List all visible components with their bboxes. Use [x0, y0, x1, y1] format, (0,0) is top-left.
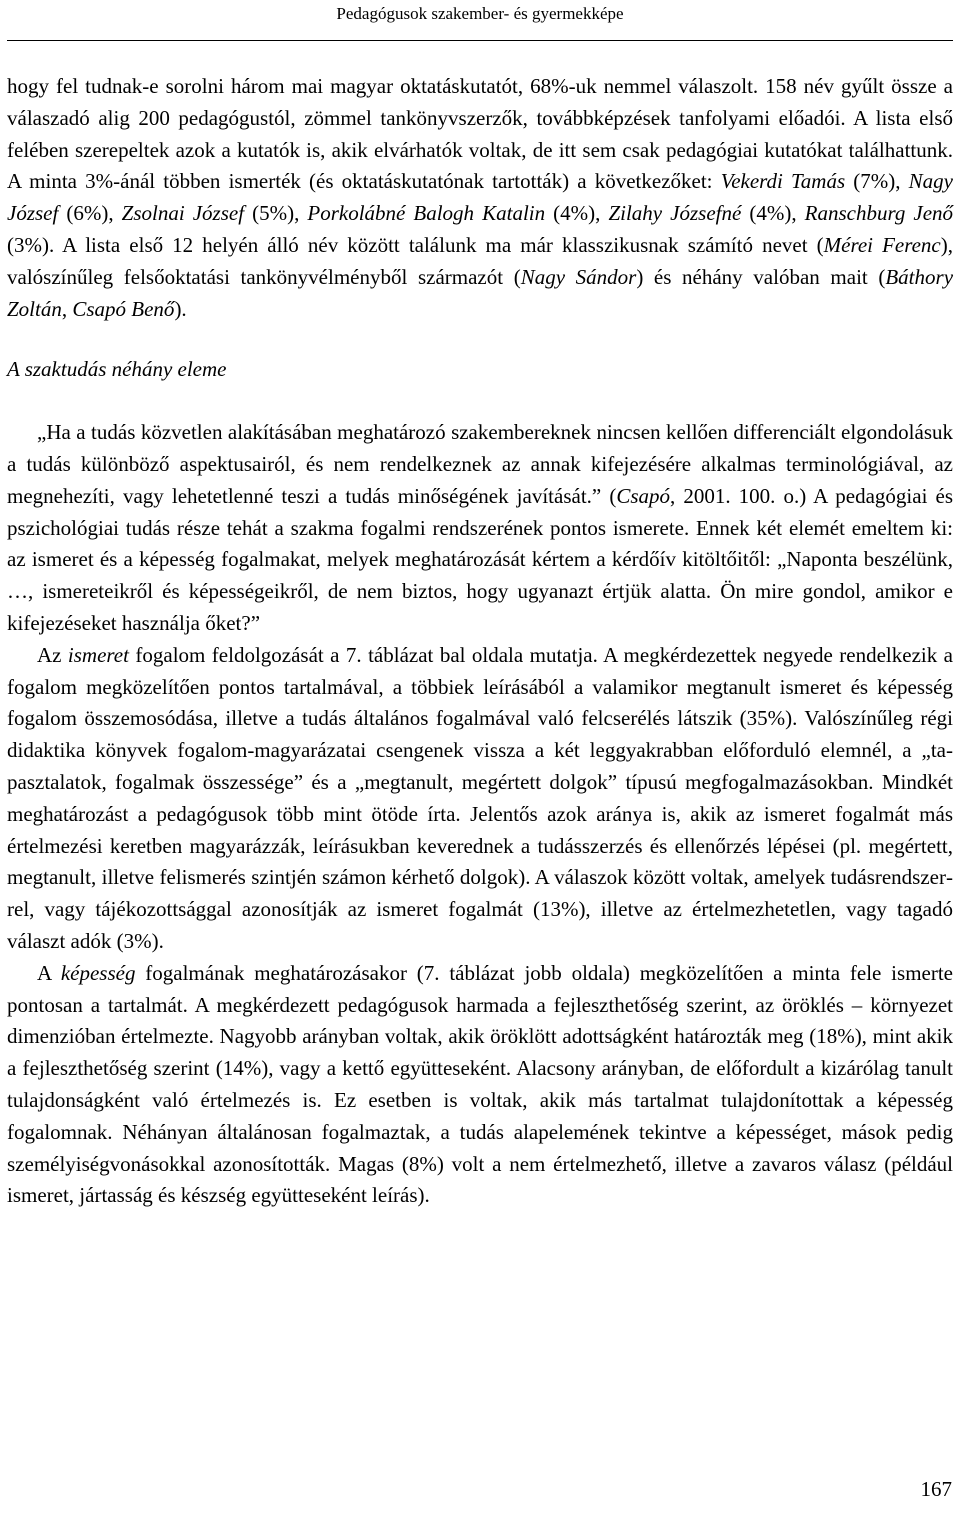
text-run: , — [61, 296, 73, 321]
text-run: A — [37, 960, 61, 985]
text-run: , 2001. 100. o.) A pedagógiai és pszichológiai tudás része tehát a szakma fogalmi rendszerének pontos ismerete. Ennek két elemét emeltem ki: az ismeret és a képesség fogalmakat, melyek meghatározását kértem a kérdőív kitöltőitől: „Naponta beszélünk, …, ismereteikről és képességeikről, de nem biztos, hogy ugyanazt értjük alatta. Ön mire gondol, amikor e kifejezéseket használja őket?” — [7, 483, 953, 635]
person-name: Vekerdi Tamás — [720, 169, 846, 194]
person-name: Zilahy Józsefné — [608, 201, 742, 226]
term: ismeret — [67, 642, 129, 667]
term: képesség — [60, 960, 136, 985]
paragraph-1 — [7, 71, 953, 325]
text-run: hogy fel tudnak-e sorolni három mai magyar oktatáskutatót, 68%-uk nemmel válaszolt. 158 név gyűlt össze a válaszadó alig 200 pedagógustól, zömmel tankönyvszerzők, továbbképzések tanfolyami előadói. A lista első felében szerepeltek azok a kutatók is, akik elvárhatók voltak, de itt sem csak pedagógiai kutatókat találhattunk. A minta 3%-ánál többen ismerték (és oktatáskutatónak tartották) a következőket: — [7, 74, 953, 194]
text-run: (3%). A lista első 12 helyén álló név között találunk ma már klasszikusnak számító nevet ( — [7, 232, 824, 257]
person-name: Csapó Benő — [72, 296, 175, 321]
text-run: „Ha a tudás közvetlen alakításában meghatározó szakembereknek nincsen kellően differenciált elgondolásuk a tudás különböző aspektusairól, és nem rendelkeznek az annak kifejezésére alkalmas terminológiával, az megnehezíti, vagy lehetetlenné teszi a tudás minőségének javítását.” ( — [7, 420, 953, 508]
person-name: Ranschburg Jenő — [804, 201, 954, 226]
paragraph-4 — [7, 958, 953, 1212]
text-run: (6%), — [58, 201, 122, 226]
person-name: Báthory Zoltán — [7, 264, 954, 321]
text-run: (4%), — [545, 201, 609, 226]
text-run: (5%), — [244, 201, 308, 226]
paragraph-2 — [7, 417, 953, 640]
text-run: fogalom feldolgozását a 7. táblázat bal oldala mutatja. A megkérdezettek negyede rendelkezik a fogalom megközelítően pontos tartalmával, a többiek leírásából a valamikor megtanult ismeret és képesség fogalom összemosódása, illetve a tudás általános fogalmával való felcserélés látszik (35%). Valószínűleg régi didaktika könyvek fogalom-magyarázatai csengenek vissza a két leggyakrabban előforduló elemnél, a „tapasztalatok, fogalmak összessége” és a „megtanult, megértett dolgok” típusú megfogalmazásokban. Mindkét meghatározást a pedagógusok több mint ötöde írta. Jelentős azok aránya is, akik az ismeret fogalmát más értelmezési keretben magyarázzák, leírásukban keverednek a tudásszerzés és ellenőrzés lépései (pl. megértett, megtanult, illetve felismerés szintjén számon kérhető dolgok). A válaszok között voltak, amelyek tudásrendszerrel, vagy tájékozottsággal azonosítják az ismeret fogalmát (13%), illetve az értelmezhetetlen, vagy tagadó választ adók (3%). — [7, 642, 953, 953]
page-body — [7, 71, 953, 1212]
text-run: Az — [37, 642, 68, 667]
page-number: 167 — [920, 1477, 952, 1501]
running-header — [0, 4, 960, 24]
text-run: ). — [174, 296, 187, 321]
text-run: ), valószínűleg felsőoktatási tankönyvélményből származót ( — [7, 232, 954, 289]
paragraph-3 — [7, 640, 953, 958]
person-name: Zsolnai József — [121, 201, 245, 226]
person-name: Porkolábné Balogh Katalin — [307, 201, 546, 226]
text-run: (4%), — [741, 201, 805, 226]
text-run: ) és néhány valóban mait ( — [636, 264, 886, 289]
text-run: (7%), — [845, 169, 909, 194]
person-name: Mérei Ferenc — [823, 232, 941, 257]
section-heading: A szaktudás néhány eleme — [7, 357, 227, 382]
person-name: Nagy Sándor — [520, 264, 637, 289]
text-run: fogalmának meghatározásakor (7. táblázat jobb oldala) megközelítően a minta fele ismerte pontosan a tartalmát. A megkérdezett pedagógusok harmada a fejleszthetőség szerint, az öröklés – környezet dimenzióban értelmezte. Nagyobb arányban voltak, akik öröklött adottságként határozták meg (18%), mint akik a fejleszthetőség szerint (14%), vagy a kettő együtteseként. Alacsony arányban, de előfordult a kizárólag tanult tulajdonságként való értelmezés is. Ez esetben is voltak, akik más tartalmat tulajdonítottak a képesség fogalomnak. Néhányan általánosan fogalmaztak, a tudás alapelemének tekintve a képességet, mások pedig személyiségvonásokkal azonosították. Magas (8%) volt a nem értelmezhető, illetve a zavaros válasz (például ismeret, jártasság és készség együtteseként leírás). — [7, 960, 953, 1208]
running-title: Pedagógusok szakember- és gyermekképe — [336, 4, 624, 23]
person-name: Nagy József — [7, 169, 953, 226]
header-rule — [7, 40, 953, 41]
citation-author: Csapó — [616, 483, 670, 508]
